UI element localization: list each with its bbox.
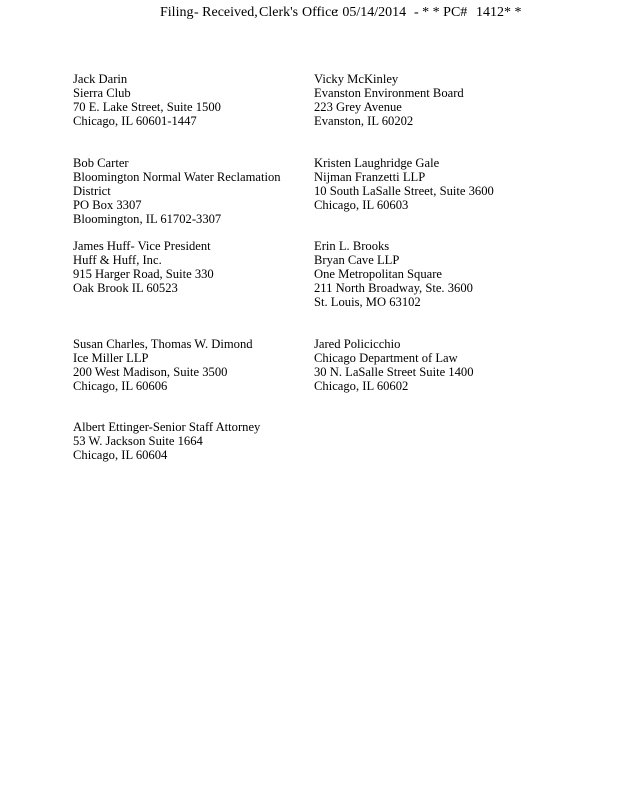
- address-line: Jack Darin: [73, 72, 128, 86]
- address-block: [73, 156, 281, 226]
- address-line: Jared Policicchio: [314, 337, 401, 351]
- address-line: Evanston Environment Board: [314, 86, 464, 100]
- address-line: Chicago, IL 60604: [73, 448, 168, 462]
- address-line: 915 Harger Road, Suite 330: [73, 267, 214, 281]
- address-line: Bloomington Normal Water Reclamation: [73, 170, 281, 184]
- address-block: [314, 337, 474, 393]
- address-line: One Metropolitan Square: [314, 267, 443, 281]
- filing-label: Filing: [160, 5, 194, 20]
- address-line: 223 Grey Avenue: [314, 100, 402, 114]
- address-line: 200 West Madison, Suite 3500: [73, 365, 228, 379]
- address-line: James Huff- Vice President: [73, 239, 211, 253]
- address-block: [73, 420, 260, 462]
- address-line: 10 South LaSalle Street, Suite 3600: [314, 184, 494, 198]
- received-label: - Received,: [194, 5, 258, 20]
- filing-date: : 05/14/2014: [335, 5, 407, 20]
- address-line: Chicago, IL 60603: [314, 198, 409, 212]
- pc-label: - * * PC#: [414, 5, 468, 20]
- address-line: Susan Charles, Thomas W. Dimond: [73, 337, 253, 351]
- address-line: Nijman Franzetti LLP: [314, 170, 426, 184]
- address-line: Chicago, IL 60601-1447: [73, 114, 197, 128]
- address-block: [314, 239, 473, 309]
- address-line: Bryan Cave LLP: [314, 253, 400, 267]
- address-block: [73, 239, 214, 295]
- address-block: [314, 156, 494, 212]
- address-line: Bloomington, IL 61702-3307: [73, 212, 222, 226]
- address-line: Bob Carter: [73, 156, 129, 170]
- address-line: 70 E. Lake Street, Suite 1500: [73, 100, 221, 114]
- address-line: Chicago Department of Law: [314, 351, 458, 365]
- address-block: [73, 72, 221, 128]
- address-line: Ice Miller LLP: [73, 351, 149, 365]
- address-line: Albert Ettinger-Senior Staff Attorney: [73, 420, 261, 434]
- address-line: Kristen Laughridge Gale: [314, 156, 440, 170]
- address-line: St. Louis, MO 63102: [314, 295, 421, 309]
- address-line: Sierra Club: [73, 86, 131, 100]
- address-line: Chicago, IL 60602: [314, 379, 409, 393]
- address-line: 53 W. Jackson Suite 1664: [73, 434, 203, 448]
- pc-number: 1412* *: [476, 5, 522, 20]
- clerks-label: Clerk's: [259, 5, 299, 20]
- office-label: Office: [302, 5, 338, 20]
- address-block: [314, 72, 464, 128]
- address-line: PO Box 3307: [73, 198, 142, 212]
- address-line: 211 North Broadway, Ste. 3600: [314, 281, 473, 295]
- address-line: Vicky McKinley: [314, 72, 399, 86]
- address-line: Oak Brook IL 60523: [73, 281, 178, 295]
- address-line: District: [73, 184, 111, 198]
- address-line: Huff & Huff, Inc.: [73, 253, 162, 267]
- address-line: Evanston, IL 60202: [314, 114, 414, 128]
- address-line: Chicago, IL 60606: [73, 379, 168, 393]
- address-line: Erin L. Brooks: [314, 239, 390, 253]
- address-block: [73, 337, 253, 393]
- address-line: 30 N. LaSalle Street Suite 1400: [314, 365, 474, 379]
